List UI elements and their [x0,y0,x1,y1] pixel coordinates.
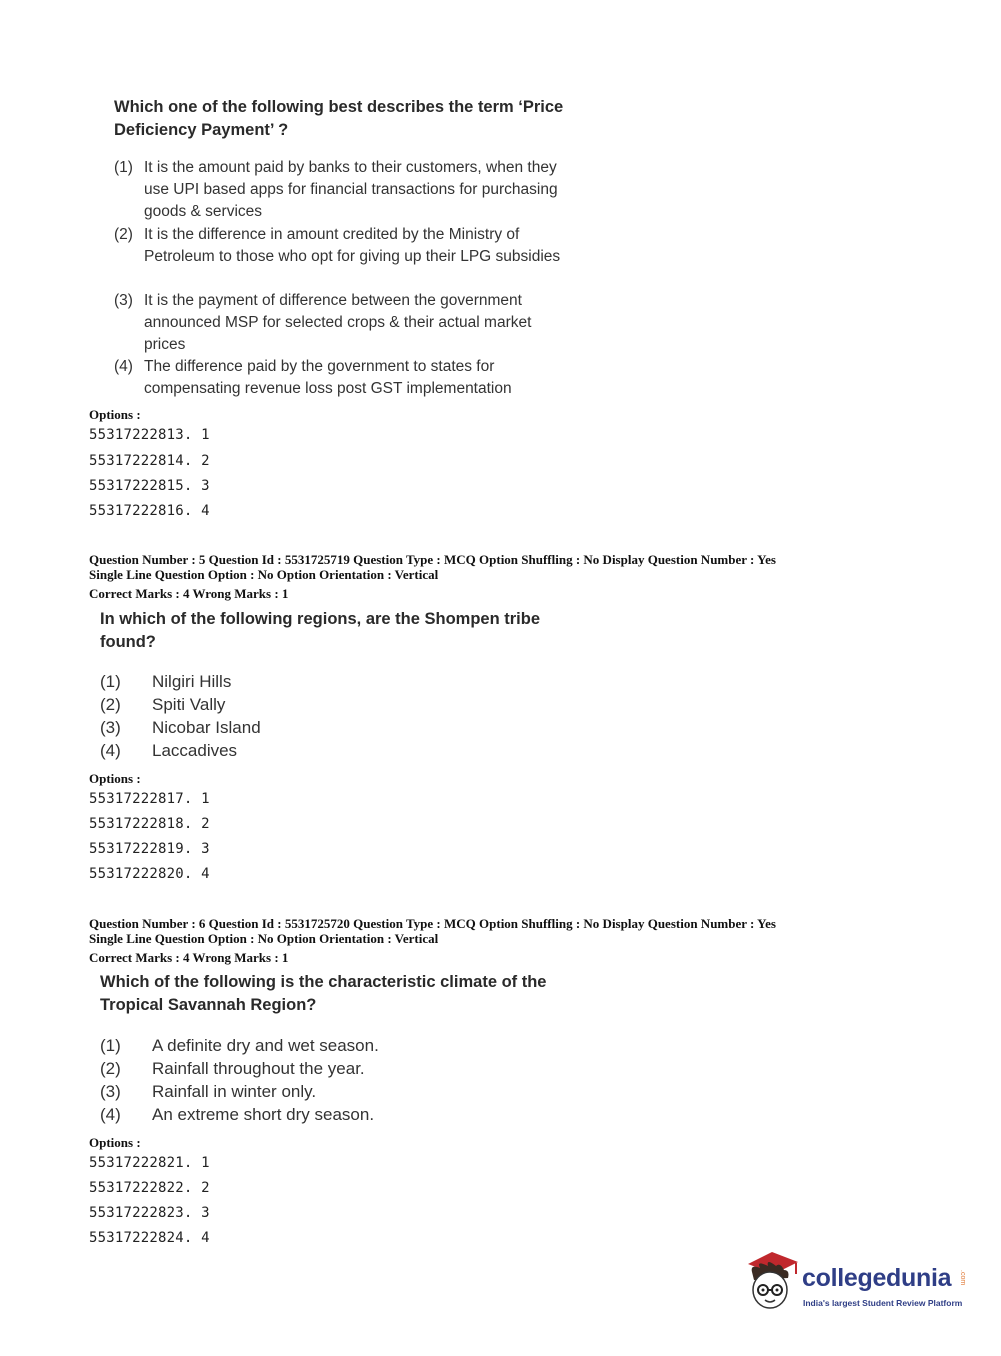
choice-number: (3) [114,292,133,309]
choice-number: (1) [114,159,133,176]
choice-text: A definite dry and wet season. [152,1036,379,1055]
q4-choice-3 [114,290,594,356]
q5-option-1: 55317222817. 1 [89,791,210,807]
mascot-icon [742,1250,800,1314]
q4-choice-1 [114,157,594,223]
choice-text: Nicobar Island [152,718,261,737]
choice-text: It is the amount paid by banks to their customers, when they use UPI based apps for financial transactions for purchasing goods & services [144,159,558,220]
choice-text: It is the payment of difference between the government announced MSP for selected crops & their actual market prices [144,292,532,353]
q6-option-1: 55317222821. 1 [89,1155,210,1171]
q5-meta-line-3: Correct Marks : 4 Wrong Marks : 1 [89,586,289,601]
choice-number: (3) [100,718,121,737]
question-6 [100,971,595,1017]
logo-brand-text: collegedunia [802,1264,952,1292]
choice-number: (3) [100,1082,121,1101]
q4-choice-2 [114,224,594,290]
choice-text: Nilgiri Hills [152,672,232,691]
choice-text: It is the difference in amount credited by the Ministry of Petroleum to those who opt for giving up their LPG subsidies [144,226,561,265]
q6-option-2: 55317222822. 2 [89,1180,210,1196]
q6-options-label: Options : [89,1135,141,1150]
q5-option-4: 55317222820. 4 [89,866,210,882]
q5-option-2: 55317222818. 2 [89,816,210,832]
q5-meta-line-2: Single Line Question Option : No Option Orientation : Vertical [89,567,439,582]
q5-option-3: 55317222819. 3 [89,841,210,857]
choice-number: (1) [100,1036,121,1055]
question-4-text: Which one of the following best describes the term ‘Price Deficiency Payment’ ? [114,98,564,139]
choice-number: (4) [100,741,121,760]
q4-option-1: 55317222813. 1 [89,427,210,443]
q5-options-label: Options : [89,771,141,786]
q6-meta-line-2: Single Line Question Option : No Option Orientation : Vertical [89,931,439,946]
q6-option-3: 55317222823. 3 [89,1205,210,1221]
logo-tagline: India's largest Student Review Platform [803,1298,963,1308]
q4-option-4: 55317222816. 4 [89,503,210,519]
choice-text: Rainfall in winter only. [152,1082,317,1101]
question-4 [114,96,594,142]
choice-text: Rainfall throughout the year. [152,1059,365,1078]
question-6-text: Which of the following is the characteristic climate of the Tropical Savannah Region? [100,973,547,1014]
q4-choice-4 [114,356,594,400]
collegedunia-logo [742,1250,972,1320]
q6-meta-line-1: Question Number : 6 Question Id : 5531725720 Question Type : MCQ Option Shuffling : No Display Question Number : Yes [89,916,776,931]
question-5 [100,608,590,654]
question-5-text: In which of the following regions, are the Shompen tribe found? [100,610,541,651]
choice-number: (4) [114,358,133,375]
choice-number: (4) [100,1105,121,1124]
choice-text: Spiti Vally [152,695,226,714]
q5-meta-line-1: Question Number : 5 Question Id : 5531725719 Question Type : MCQ Option Shuffling : No Display Question Number : Yes [89,552,776,567]
choice-number: (2) [100,695,121,714]
q6-option-4: 55317222824. 4 [89,1230,210,1246]
q4-option-3: 55317222815. 3 [89,478,210,494]
choice-number: (1) [100,672,121,691]
choice-text: Laccadives [152,741,238,760]
choice-text: The difference paid by the government to states for compensating revenue loss post GST implementation [144,358,512,397]
q6-meta-line-3: Correct Marks : 4 Wrong Marks : 1 [89,950,289,965]
choice-number: (2) [114,226,133,243]
choice-text: An extreme short dry season. [152,1105,375,1124]
choice-number: (2) [100,1059,121,1078]
q4-options-label: Options : [89,407,141,422]
logo-com-text: .com [959,1270,966,1286]
q4-option-2: 55317222814. 2 [89,453,210,469]
